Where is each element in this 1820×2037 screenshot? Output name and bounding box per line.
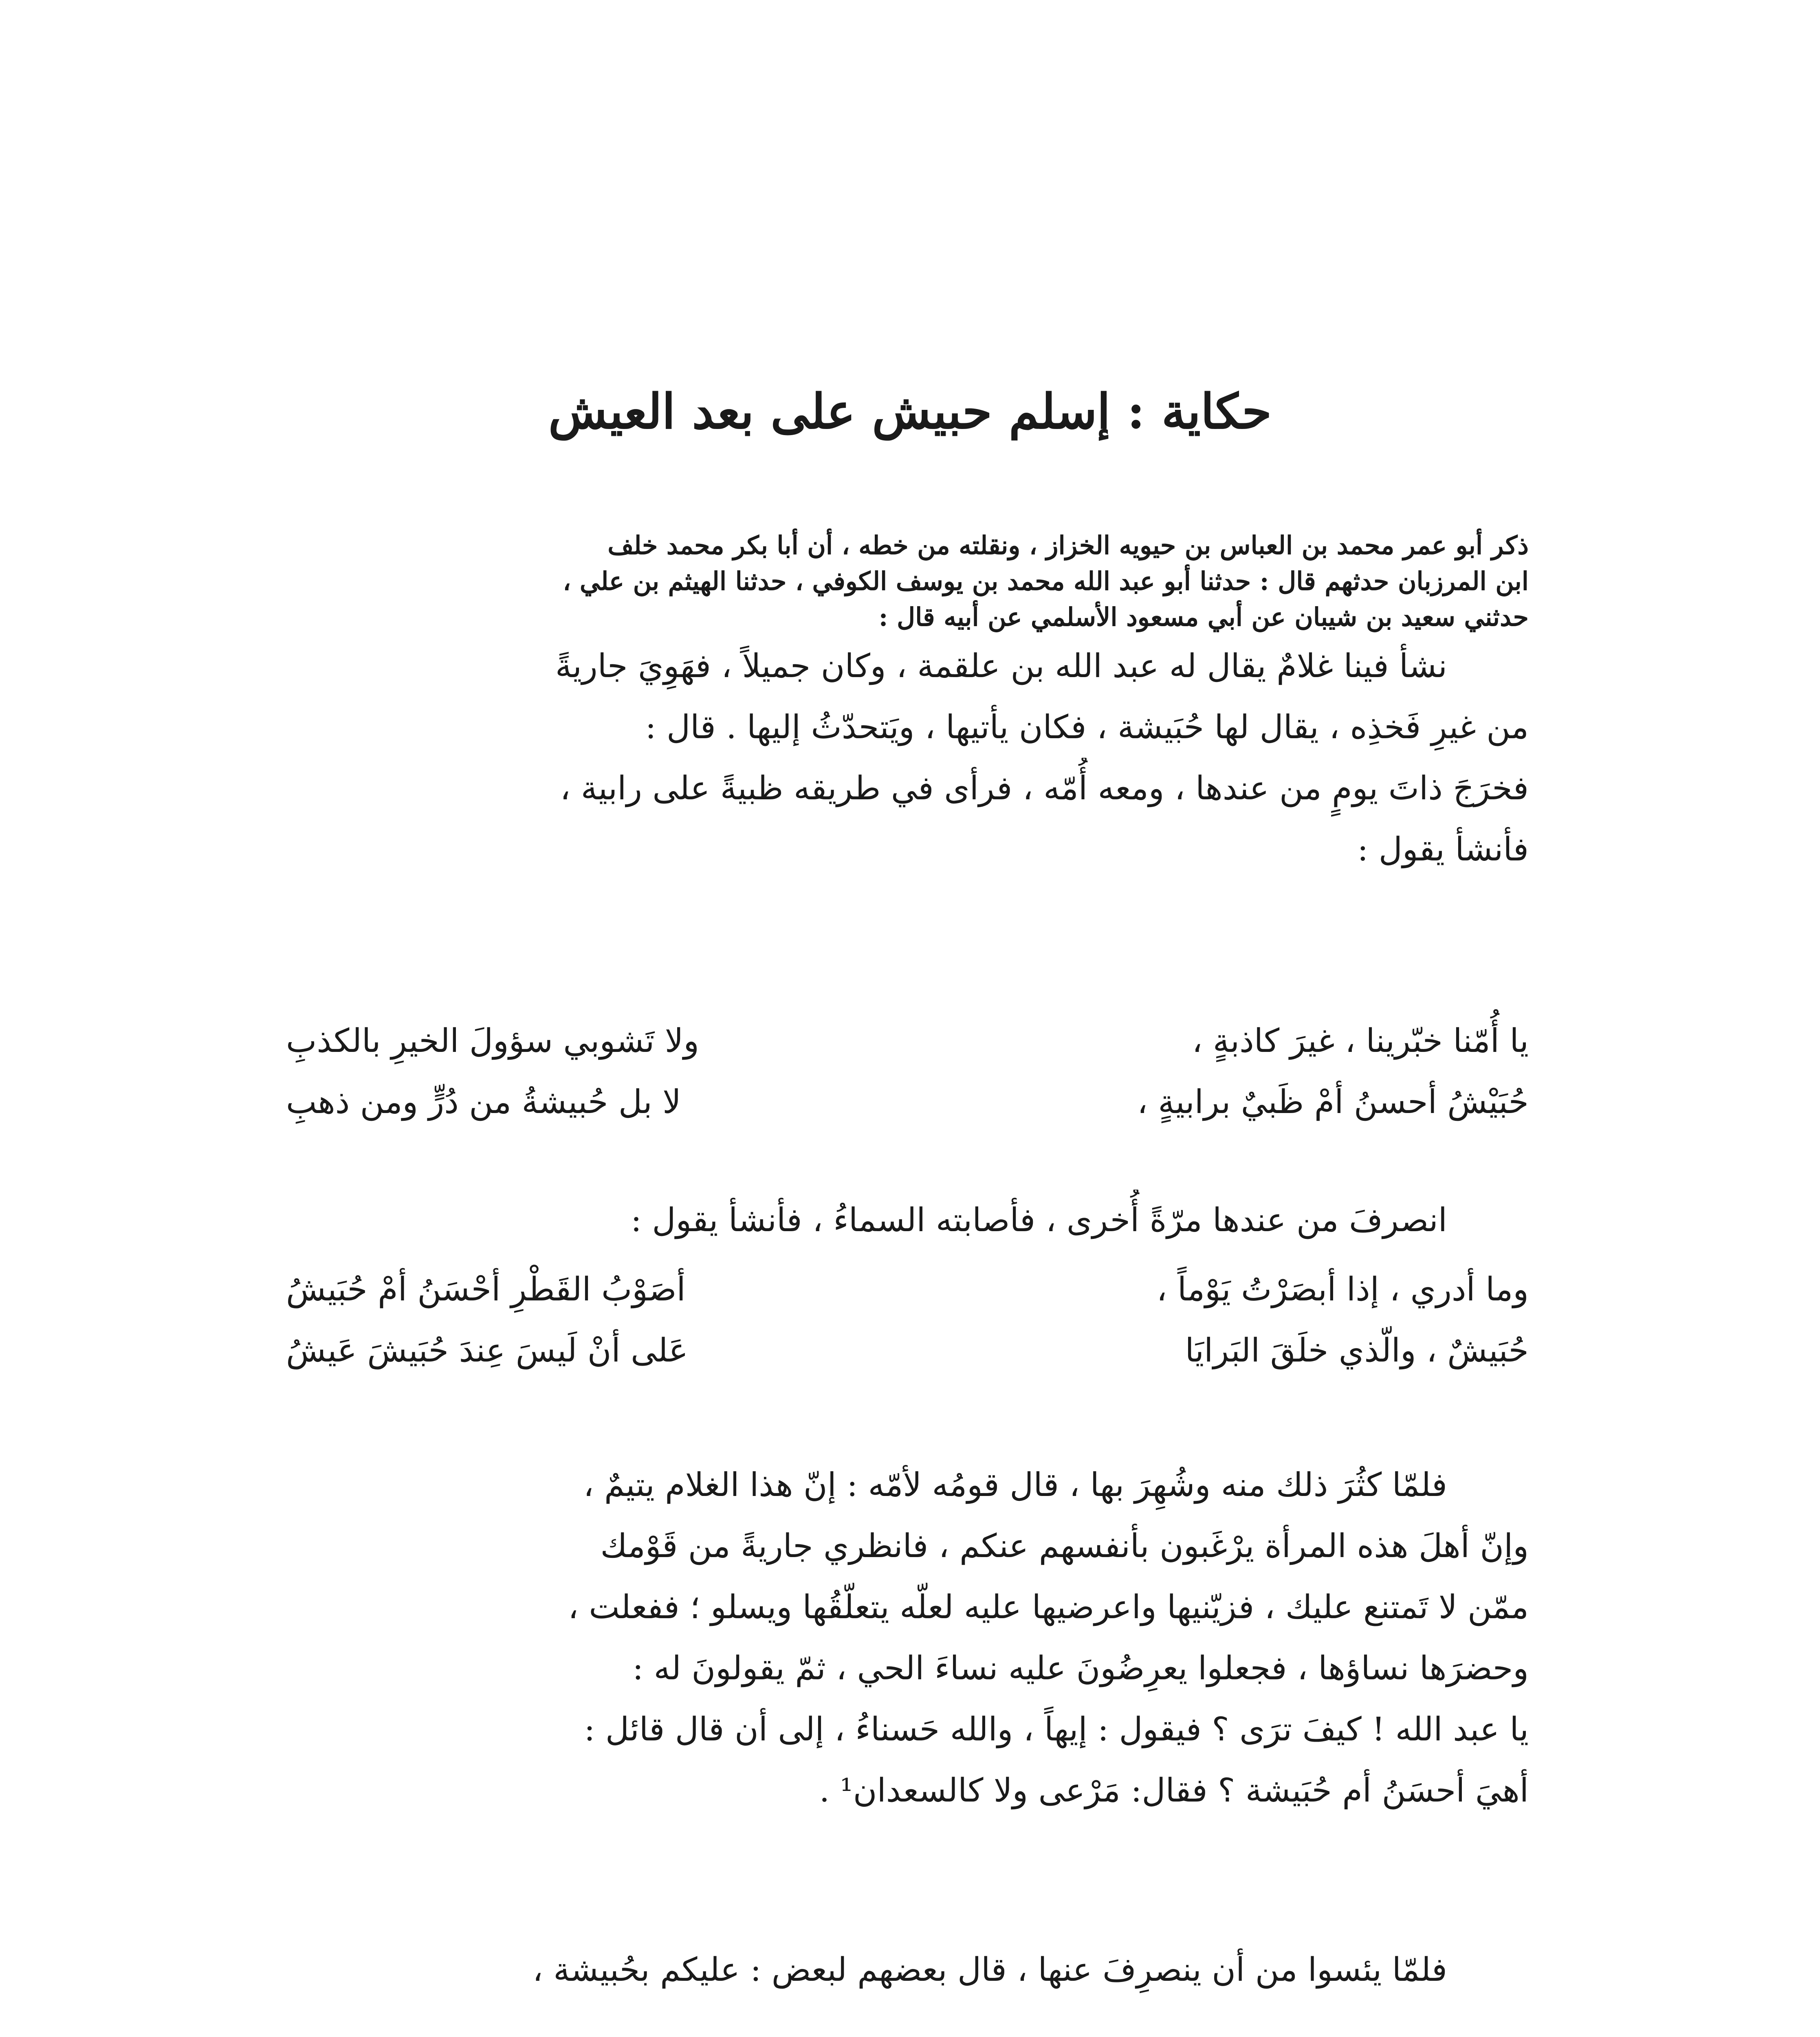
isnad-line: ابن المرزبان حدثهم قال : حدثنا أبو عبد الله محمد بن يوسف الكوفي ، حدثنا الهيثم بن علي ، (563, 566, 1529, 596)
verse-first-hemistich: يا أُمّنا خبّرينا ، غيرَ كاذبةٍ ، (1192, 1022, 1529, 1060)
text-line: فخرَجَ ذاتَ يومٍ من عندها ، ومعه أُمّه ، فرأى في طريقه ظبيةً على رابية ، (560, 769, 1529, 807)
paragraph-4 (286, 1939, 1529, 2000)
text-line: أهيَ أحسَنُ أم حُبَيشة ؟ فقال: مَرْعى ولا كالسعدان¹ . (819, 1771, 1529, 1809)
isnad-block (286, 528, 1529, 635)
paragraph-1 (286, 636, 1529, 880)
verse-second-hemistich: أصَوْبُ القَطْرِ أحْسَنُ أمْ حُبَيشُ (286, 1270, 686, 1308)
verse-first-hemistich: حُبَيشٌ ، والّذي خلَقَ البَرايَا (1185, 1331, 1529, 1369)
text-line: وحضرَها نساؤها ، فجعلوا يعرِضُونَ عليه نساءَ الحي ، ثمّ يقولونَ له : (632, 1649, 1529, 1687)
paragraph-3 (286, 1454, 1529, 1821)
verse-second-hemistich: لا بل حُبيشةُ من دُرٍّ ومن ذهبِ (286, 1083, 681, 1121)
verse-line (286, 1259, 1529, 1320)
isnad-line: ذكر أبو عمر محمد بن العباس بن حيويه الخزاز ، ونقلته من خطه ، أن أبا بكر محمد خلف (607, 530, 1529, 560)
text-line: فأنشأ يقول : (1357, 830, 1529, 868)
verse-first-hemistich: وما أدري ، إذا أبصَرْتُ يَوْماً ، (1156, 1270, 1529, 1308)
text-line: ممّن لا تَمتنع عليك ، فزيّنيها واعرضيها عليه لعلّه يتعلّقُها ويسلو ؛ ففعلت ، (568, 1588, 1529, 1626)
isnad-line: حدثني سعيد بن شيبان عن أبي مسعود الأسلمي عن أبيه قال : (878, 602, 1529, 632)
verse-line (286, 1071, 1529, 1133)
poem-2 (286, 1259, 1529, 1381)
verse-line (286, 1010, 1529, 1071)
text-line: وإنّ أهلَ هذه المرأة يرْغَبون بأنفسهم عنكم ، فانظري جاريةً من قَوْمك (600, 1527, 1529, 1565)
text-line: من غيرِ فَخذِه ، يقال لها حُبَيشة ، فكان يأتيها ، ويَتحدّثُ إليها . قال : (645, 708, 1529, 746)
verse-line (286, 1320, 1529, 1381)
text-line: انصرفَ من عندها مرّةً أُخرى ، فأصابته السماءُ ، فأنشأ يقول : (630, 1201, 1447, 1239)
text-line: فلمّا يئسوا من أن ينصرِفَ عنها ، قال بعضهم لبعض : عليكم بحُبيشة ، (533, 1951, 1447, 1989)
text-line: نشأ فينا غلامٌ يقال له عبد الله بن علقمة ، وكان جميلاً ، فهَوِيَ جاريةً (555, 647, 1447, 685)
page-title: حكاية : إسلم حبيش على بعد العيش (548, 383, 1272, 440)
text-line: فلمّا كثُرَ ذلك منه وشُهِرَ بها ، قال قومُه لأمّه : إنّ هذا الغلام يتيمٌ ، (583, 1466, 1447, 1504)
poem-1 (286, 1010, 1529, 1133)
text-line: يا عبد الله ! كيفَ ترَى ؟ فيقول : إيهاً ، والله حَسناءُ ، إلى أن قال قائل : (584, 1710, 1529, 1748)
verse-second-hemistich: عَلى أنْ لَيسَ عِندَ حُبَيشَ عَيشُ (286, 1331, 688, 1369)
paragraph-2 (286, 1190, 1529, 1251)
verse-first-hemistich: حُبَيْشُ أحسنُ أمْ ظَبيٌ برابيةٍ ، (1137, 1083, 1529, 1121)
verse-second-hemistich: ولا تَشوبي سؤولَ الخيرِ بالكذبِ (286, 1022, 700, 1060)
